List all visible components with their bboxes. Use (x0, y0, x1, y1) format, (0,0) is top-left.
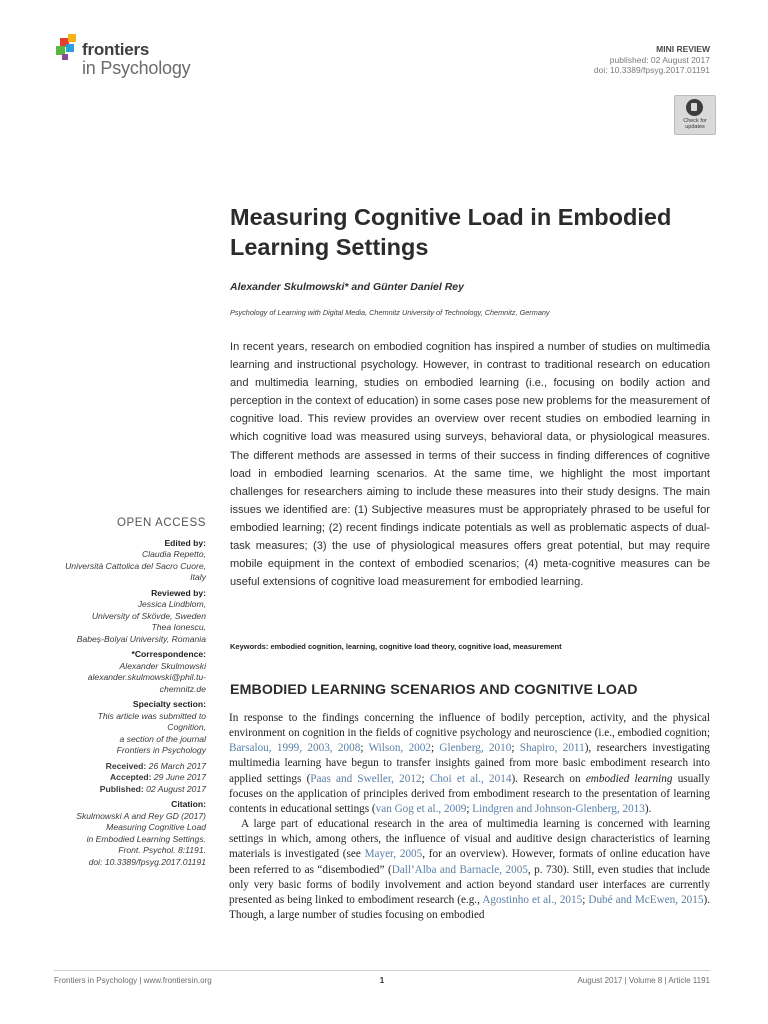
citation-link[interactable]: Barsalou, 1999, 2003, 2008 (229, 742, 361, 755)
sidebar-line: a section of the journal (119, 733, 206, 744)
date-value: 26 March 2017 (148, 760, 206, 771)
open-access-label: OPEN ACCESS (116, 517, 206, 529)
citation-heading: Citation: (171, 799, 206, 809)
sidebar-line[interactable]: Claudia Repetto, (141, 549, 206, 559)
sidebar-line: This article was submitted to (97, 710, 206, 721)
citation-link[interactable]: Dubé and McEwen, 2015 (588, 893, 704, 906)
citation (54, 799, 206, 868)
frontiers-logo-icon (54, 34, 80, 64)
journal-name-top: frontiers (82, 40, 150, 59)
sidebar-line: Skulmowski A and Rey GD (2017) (76, 810, 206, 821)
text-run: ; (430, 742, 440, 755)
text-run: ; (360, 742, 369, 755)
article-doi[interactable]: doi: 10.3389/fpsyg.2017.01191 (593, 65, 710, 75)
date-label: Accepted: (109, 772, 152, 782)
article-type: MINI REVIEW (656, 44, 710, 54)
sidebar-line: Frontiers in Psychology (116, 745, 206, 755)
citation-link[interactable]: Glenberg, 2010 (439, 742, 512, 755)
badge-line: Check for (683, 118, 707, 124)
bookmark-icon (686, 99, 703, 116)
sidebar (54, 518, 206, 872)
abstract: In recent years, research on embodied cognition has inspired a number of studies on multimedia learning and instructional psychology. However, in contrast to traditional research on education and multimedia learning, studies on embodied learning (i.e., focusing on bodily action and perception in the context of education) in some cases pose new problems for the measurement of cognitive load. This review provides an overview over recent studies on embodied learning in which cognitive load was measured using surveys, behavioral data, or physiological measures. The different methods are assessed in terms of their success in finding differences of cognitive load in embodied learning scenarios. At the same time, we highlight the most important challenges for researchers aiming to include these measures into their study designs. The main issues we identified are: (1) Subjective measures must be appropriately phrased to be useful for embodied learning; (2) recent findings indicate potentials as well as problematic aspects of dual-task measures; (3) the use of physiological measures offers great potential, but may require mobile equipment in the context of embodied scenarios; (4) meta-cognitive measures can be useful extensions of cognitive load measurement for embodied learning. (230, 341, 710, 589)
keywords-label: Keywords: (230, 642, 269, 651)
article-title: Measuring Cognitive Load in Embodied Learning Settings (230, 204, 672, 260)
date-value: 29 June 2017 (153, 772, 206, 782)
badge-text (675, 118, 715, 130)
section-heading: EMBODIED LEARNING SCENARIOS AND COGNITIVE LOAD (230, 682, 638, 698)
sidebar-line: Front. Psychol. 8:1191. (118, 845, 206, 855)
citation-link[interactable]: Choi et al., 2014 (429, 772, 512, 785)
text-run: , for an overview). However, formats of online education have been referred to as “disembodied” ( (229, 848, 711, 876)
citation-link[interactable]: Mayer, 2005 (364, 848, 423, 861)
citation-link[interactable]: Agostinho et al., 2015 (482, 893, 583, 906)
correspondence (54, 649, 206, 695)
reviewed-by-heading: Reviewed by: (151, 587, 206, 598)
text-run: ; (511, 742, 520, 755)
text-run: ). (644, 802, 652, 815)
sidebar-line: Babeș-Bolyai University, Romania (76, 633, 206, 644)
citation-link[interactable]: Dall’Alba and Barnacle, 2005 (391, 863, 528, 876)
authors: Alexander Skulmowski* and Günter Daniel Rey (230, 281, 464, 293)
specialty-heading: Specialty section: (132, 699, 206, 709)
sidebar-line: Alexander Skulmowski (119, 660, 206, 671)
text-run: ; (582, 893, 589, 906)
text-run: ; (421, 772, 430, 785)
citation-link[interactable]: Shapiro, 2011 (519, 742, 585, 755)
body-paragraph (229, 711, 710, 817)
sidebar-line: in Embodied Learning Settings. (86, 833, 206, 844)
specialty-section (54, 699, 206, 757)
journal-logo[interactable] (54, 34, 214, 84)
text-run: ). Research on (511, 772, 586, 785)
article-meta (594, 44, 710, 76)
citation-link[interactable]: Lindgren and Johnson-Glenberg, 2013 (472, 802, 645, 815)
sidebar-line: Cognition, (167, 722, 206, 732)
accepted-date (54, 772, 206, 784)
journal-name-bottom: in Psychology (82, 58, 191, 78)
text-run: ). Though, a large number of studies focusing on embodied (229, 893, 710, 922)
reviewed-by (54, 588, 206, 646)
text-run: ), researchers investigating multimedia learning have begun to transfer insights gained from more basic embodiment research into applied settings ( (229, 742, 711, 785)
sidebar-line: Italy (190, 572, 206, 582)
page-number: 1 (379, 976, 385, 985)
text-run: usually focuses on the application of principles derived from embodiment research to the presentation of learning contents in educational settings ( (229, 772, 711, 815)
date-label: Published: (99, 783, 144, 794)
sidebar-line[interactable]: Thea Ionescu, (151, 622, 206, 632)
emphasis: embodied learning (585, 772, 673, 785)
edited-by-heading: Edited by: (164, 537, 206, 548)
article-dates (54, 761, 206, 796)
text-run: ; (466, 802, 473, 815)
published-date-sidebar (54, 784, 206, 796)
affiliation: Psychology of Learning with Digital Media, Chemnitz University of Technology, Chemnitz, Germany (230, 308, 550, 317)
citation-link[interactable]: Wilson, 2002 (368, 742, 431, 755)
citation-doi[interactable]: doi: 10.3389/fpsyg.2017.01191 (88, 856, 206, 867)
sidebar-line: University of Skövde, Sweden (91, 610, 206, 621)
sidebar-line: Università Cattolica del Sacro Cuore, (65, 560, 206, 571)
citation-link[interactable]: van Gog et al., 2009 (375, 802, 467, 815)
received-date (54, 761, 206, 773)
footer-volume: August 2017 | Volume 8 | Article 1191 (577, 976, 710, 985)
correspondence-heading: *Correspondence: (131, 649, 206, 659)
text-run: A large part of educational research in the area of multimedia learning is concerned with learning settings in which, among others, the influence of visual and auditive design characteristics of learning materials is investigated (see (229, 818, 710, 861)
edited-by (54, 538, 206, 584)
keywords (230, 642, 562, 651)
date-label: Received: (105, 760, 147, 771)
body-text (229, 711, 710, 923)
citation-link[interactable]: Paas and Sweller, 2012 (310, 772, 422, 785)
date-value: 02 August 2017 (146, 783, 206, 794)
sidebar-line[interactable]: Jessica Lindblom, (137, 599, 206, 609)
text-run: , p. 730). Still, even studies that include only very basic forms of bodily involvement and action beyond standard user interfaces are currently presented as being linked to embodiment research (e.g., (229, 863, 711, 906)
badge-line: updates (685, 124, 705, 130)
footer-journal[interactable]: Frontiers in Psychology | www.frontiersin.org (54, 976, 212, 985)
email-link[interactable]: chemnitz.de (159, 683, 206, 694)
sidebar-line: Measuring Cognitive Load (106, 822, 206, 832)
published-date: published: 02 August 2017 (609, 54, 710, 65)
body-paragraph (229, 817, 710, 923)
email-link[interactable]: alexander.skulmowski@phil.tu- (87, 672, 206, 682)
keywords-text: embodied cognition, learning, cognitive load theory, cognitive load, measurement (270, 642, 562, 651)
page-footer (54, 970, 710, 985)
check-for-updates-badge[interactable] (674, 95, 716, 135)
text-run: In response to the findings concerning the influence of bodily perception, activity, and the physical environment on cognition in the fields of cognitive psychology and neuroscience (i.e., embodied cognition; (229, 712, 710, 740)
